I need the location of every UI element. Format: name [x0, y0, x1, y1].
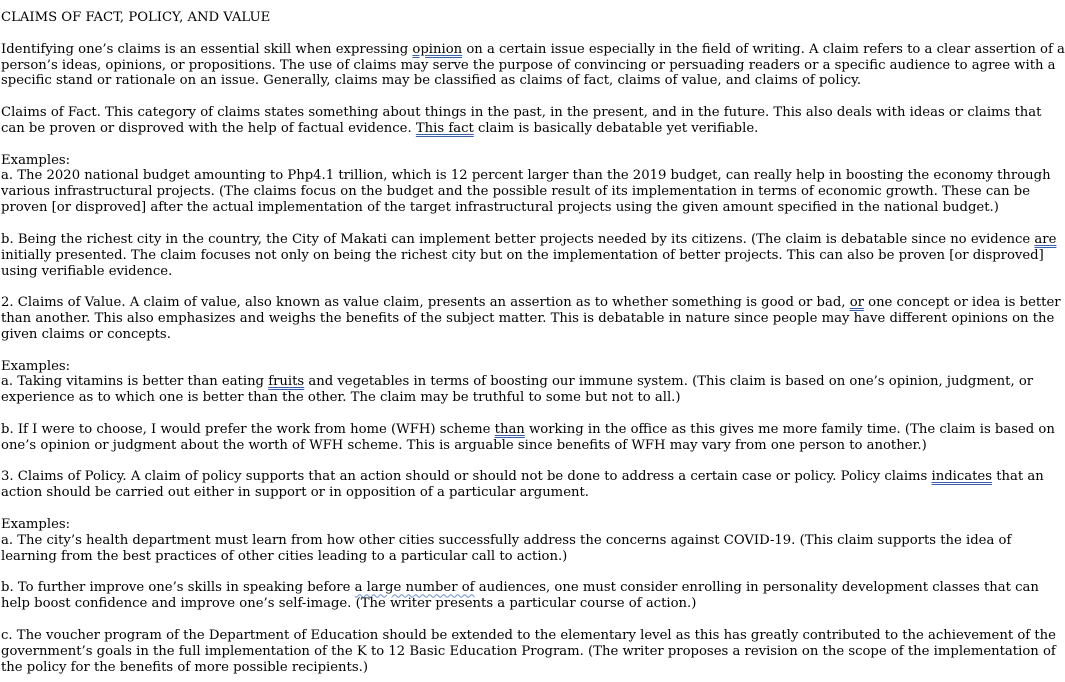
fact-example-a-line-2: various infrastructural projects. (The claims focus on the budget and the possible result of its implementation in terms of economic growth. These can be [1, 184, 1031, 200]
fact-example-b-line-1: b. Being the richest city in the country, the City of Makati can implement better projects needed by its citizens. (The claim is debatable since no evidence are [1, 231, 1057, 247]
intro-line-1: Identifying one’s claims is an essential skill when expressing opinion on a certain issue especially in the field of writing. A claim refers to a clear assertion of a [1, 41, 1065, 57]
policy-example-b-line-1: b. To further improve one’s skills in speaking before a large number of audiences, one must consider enrolling in personality development classes that can [1, 580, 1039, 596]
value-line-3: given claims or concepts. [1, 326, 171, 342]
policy-example-c-line-2: government’s goals in the full implementation of the K to 12 Basic Education Program. (The writer proposes a revision on the scope of the implementation of [1, 643, 1056, 659]
value-example-a-line-2: experience as to which one is better than the other. The claim may be truthful to some but not to all.) [1, 390, 681, 406]
fact-example-b [1, 231, 1057, 280]
policy-example-c-line-3: the policy for the benefits of more possible recipients.) [1, 659, 368, 675]
value-line-2: than another. This also emphasizes and weighs the benefits of the subject matter. This is debatable in nature since people may have different opinions on the [1, 311, 1055, 327]
intro-line-3: specific stand or rationale on an issue. Generally, claims may be classified as claims of fact, claims of value, and claims of policy. [1, 73, 862, 89]
value-example-b [1, 421, 1055, 454]
fact-example-a [1, 153, 1049, 216]
policy-example-b-line-2: help boost confidence and improve one’s self-image. (The writer presents a particular course of action.) [1, 596, 697, 612]
examples-heading: Examples: [1, 358, 71, 374]
grammar-mark-fruits[interactable]: fruits [268, 374, 305, 390]
fact-line-2: can be proven or disproved with the help of factual evidence. This fact claim is basically debatable yet verifiable. [1, 120, 759, 136]
grammar-mark-than[interactable]: than [494, 421, 525, 437]
grammar-mark-are[interactable]: are [1034, 231, 1057, 247]
grammar-mark-a-large-number-of[interactable]: a large number of [354, 580, 475, 596]
policy-example-b [1, 580, 1049, 612]
policy-example-a-line-2: learning from the best practices of other cities leading to a particular call to action.) [1, 548, 568, 564]
value-example-a-line-1: a. Taking vitamins is better than eating fruits and vegetables in terms of boosting our immune system. (This claim is based on one’s opinion, judgment, or [1, 374, 1034, 390]
claims-of-value-paragraph [1, 295, 1061, 343]
value-line-1: 2. Claims of Value. A claim of value, also known as value claim, presents an assertion as to whether something is good or bad, or one concept or idea is better [1, 295, 1061, 311]
policy-line-2: action should be carried out either in support or in opposition of a particular argument. [1, 485, 589, 501]
policy-example-c [1, 627, 1056, 676]
document-title: CLAIMS OF FACT, POLICY, AND VALUE [1, 10, 271, 25]
claims-of-fact-paragraph [1, 105, 1049, 137]
fact-example-a-line-1: a. The 2020 national budget amounting to Php4.1 trillion, which is 12 percent larger than the 2019 budget, can really help in boosting the economy through [1, 168, 1051, 184]
policy-line-1: 3. Claims of Policy. A claim of policy supports that an action should or should not be done to address a certain case or policy. Policy claims indicates that an [1, 469, 1044, 485]
policy-example-a-line-1: a. The city’s health department must learn from how other cities successfully address the concerns against COVID-19. (This claim supports the idea of [1, 532, 1012, 548]
claims-of-policy-paragraph [1, 469, 1049, 501]
grammar-mark-opinion[interactable]: opinion [412, 41, 463, 57]
intro-line-2: person’s ideas, opinions, or propositions. The use of claims may serve the purpose of convincing or persuading readers or a specific audience to agree with a [1, 57, 1056, 73]
intro-paragraph [1, 41, 1065, 90]
policy-example-c-line-1: c. The voucher program of the Department of Education should be extended to the elementary level as this has greatly contributed to the achievement of the [1, 627, 1056, 643]
examples-heading: Examples: [1, 517, 71, 532]
grammar-mark-or[interactable]: or [849, 295, 864, 311]
policy-example-a [1, 517, 1049, 565]
examples-heading: Examples: [1, 152, 71, 168]
fact-example-b-line-2: initially presented. The claim focuses not only on being the richest city but on the implementation of better projects. This can also be proven [or disproved] [1, 247, 1044, 263]
fact-example-b-line-3: using verifiable evidence. [1, 263, 173, 279]
value-example-a [1, 359, 1049, 407]
value-example-b-line-2: one’s opinion or judgment about the worth of WFH scheme. This is arguable since benefits of WFH may vary from one person to another.) [1, 437, 927, 453]
fact-example-a-line-3: proven [or disproved] after the actual implementation of the target infrastructural projects using the given amount specified in the national budget.) [1, 200, 999, 216]
fact-line-1: Claims of Fact. This category of claims states something about things in the past, in the present, and in the future. This also deals with ideas or claims that [1, 105, 1042, 121]
grammar-mark-indicates[interactable]: indicates [931, 469, 993, 485]
value-example-b-line-1: b. If I were to choose, I would prefer the work from home (WFH) scheme than working in the office as this gives me more family time. (The claim is based on [1, 421, 1055, 437]
grammar-mark-this-fact[interactable]: This fact [415, 120, 474, 136]
